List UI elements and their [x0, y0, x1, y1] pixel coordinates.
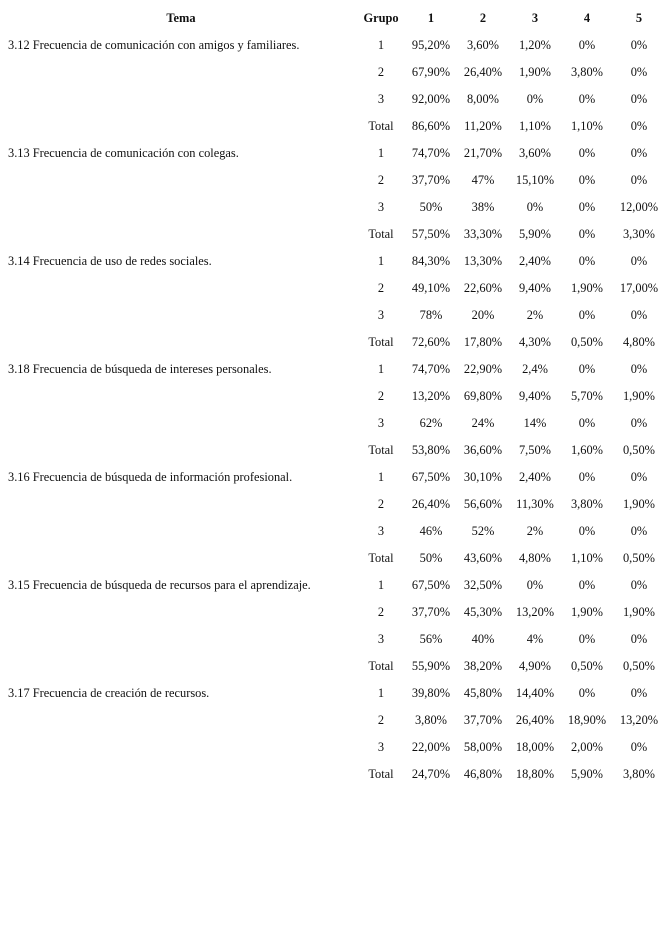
value-cell-3: 4,90%	[518, 659, 551, 673]
grupo-cell: 1	[377, 470, 385, 484]
value-cell-3: 18,00%	[515, 740, 555, 754]
value-cell-3: 26,40%	[515, 713, 555, 727]
table-row	[5, 32, 665, 59]
value-cell-4: 0%	[578, 416, 596, 430]
grupo-cell: Total	[368, 443, 394, 457]
table-row	[5, 572, 665, 599]
value-cell-2: 45,30%	[463, 605, 503, 619]
header-col-4: 4	[583, 11, 591, 25]
value-cell-3: 2%	[526, 308, 544, 322]
section-title: 3.16 Frecuencia de búsqueda de información profesional.	[8, 470, 293, 484]
value-cell-1: 46%	[419, 524, 443, 538]
value-cell-2: 8,00%	[466, 92, 499, 106]
grupo-cell: 1	[377, 686, 385, 700]
value-cell-1: 62%	[419, 416, 443, 430]
value-cell-5: 13,20%	[619, 713, 659, 727]
value-cell-3: 4,30%	[518, 335, 551, 349]
value-cell-3: 4%	[526, 632, 544, 646]
value-cell-4: 5,90%	[570, 767, 603, 781]
empty-tema-cell	[5, 329, 357, 356]
header-col-2: 2	[479, 11, 487, 25]
header-col-3: 3	[531, 11, 539, 25]
value-cell-1: 50%	[419, 551, 443, 565]
value-cell-1: 67,90%	[411, 65, 451, 79]
table-row	[5, 437, 665, 464]
table-row	[5, 707, 665, 734]
header-col-5: 5	[635, 11, 643, 25]
table-row	[5, 59, 665, 86]
table-row	[5, 329, 665, 356]
grupo-cell: Total	[368, 659, 394, 673]
table-row	[5, 275, 665, 302]
value-cell-3: 7,50%	[518, 443, 551, 457]
value-cell-3: 9,40%	[518, 281, 551, 295]
grupo-cell: 2	[377, 173, 385, 187]
value-cell-3: 2,4%	[522, 362, 548, 376]
value-cell-4: 0%	[578, 200, 596, 214]
value-cell-5: 1,90%	[622, 605, 655, 619]
grupo-cell: 3	[377, 200, 385, 214]
value-cell-2: 13,30%	[463, 254, 503, 268]
value-cell-4: 5,70%	[570, 389, 603, 403]
grupo-cell: 3	[377, 308, 385, 322]
header-row	[5, 5, 665, 32]
empty-tema-cell	[5, 545, 357, 572]
grupo-cell: 2	[377, 389, 385, 403]
value-cell-4: 1,90%	[570, 605, 603, 619]
grupo-cell: 3	[377, 92, 385, 106]
value-cell-3: 0%	[526, 200, 544, 214]
value-cell-5: 0%	[630, 578, 648, 592]
empty-tema-cell	[5, 59, 357, 86]
value-cell-1: 72,60%	[411, 335, 451, 349]
table-row	[5, 248, 665, 275]
value-cell-3: 5,90%	[518, 227, 551, 241]
value-cell-4: 0%	[578, 92, 596, 106]
empty-tema-cell	[5, 707, 357, 734]
section-title: 3.18 Frecuencia de búsqueda de intereses personales.	[8, 362, 272, 376]
value-cell-3: 1,90%	[518, 65, 551, 79]
value-cell-1: 74,70%	[411, 146, 451, 160]
grupo-cell: 1	[377, 362, 385, 376]
value-cell-5: 0%	[630, 470, 648, 484]
empty-tema-cell	[5, 275, 357, 302]
table-row	[5, 491, 665, 518]
grupo-cell: 3	[377, 524, 385, 538]
value-cell-5: 0%	[630, 38, 648, 52]
value-cell-1: 67,50%	[411, 578, 451, 592]
value-cell-4: 18,90%	[567, 713, 607, 727]
value-cell-3: 15,10%	[515, 173, 555, 187]
value-cell-3: 1,20%	[518, 38, 551, 52]
value-cell-2: 47%	[471, 173, 495, 187]
value-cell-2: 46,80%	[463, 767, 503, 781]
grupo-cell: 3	[377, 416, 385, 430]
value-cell-5: 0,50%	[622, 443, 655, 457]
value-cell-5: 0%	[630, 119, 648, 133]
value-cell-5: 12,00%	[619, 200, 659, 214]
value-cell-4: 0,50%	[570, 335, 603, 349]
value-cell-2: 22,90%	[463, 362, 503, 376]
value-cell-5: 0%	[630, 632, 648, 646]
value-cell-1: 86,60%	[411, 119, 451, 133]
value-cell-3: 2,40%	[518, 470, 551, 484]
value-cell-1: 22,00%	[411, 740, 451, 754]
table-row	[5, 545, 665, 572]
value-cell-5: 4,80%	[622, 335, 655, 349]
value-cell-2: 36,60%	[463, 443, 503, 457]
value-cell-3: 1,10%	[518, 119, 551, 133]
value-cell-4: 3,80%	[570, 497, 603, 511]
table-row	[5, 464, 665, 491]
value-cell-4: 0%	[578, 362, 596, 376]
value-cell-4: 0%	[578, 578, 596, 592]
value-cell-1: 13,20%	[411, 389, 451, 403]
grupo-cell: Total	[368, 227, 394, 241]
value-cell-1: 67,50%	[411, 470, 451, 484]
value-cell-1: 37,70%	[411, 173, 451, 187]
grupo-cell: 2	[377, 713, 385, 727]
value-cell-3: 14,40%	[515, 686, 555, 700]
value-cell-1: 78%	[419, 308, 443, 322]
grupo-cell: 2	[377, 281, 385, 295]
table-row	[5, 194, 665, 221]
empty-tema-cell	[5, 491, 357, 518]
table-row	[5, 302, 665, 329]
empty-tema-cell	[5, 437, 357, 464]
empty-tema-cell	[5, 599, 357, 626]
value-cell-2: 20%	[471, 308, 495, 322]
value-cell-1: 84,30%	[411, 254, 451, 268]
value-cell-4: 0%	[578, 146, 596, 160]
value-cell-4: 0%	[578, 173, 596, 187]
value-cell-5: 0%	[630, 686, 648, 700]
section-title: 3.12 Frecuencia de comunicación con amigos y familiares.	[8, 38, 300, 52]
table-row	[5, 734, 665, 761]
empty-tema-cell	[5, 194, 357, 221]
section-title: 3.14 Frecuencia de uso de redes sociales.	[8, 254, 212, 268]
value-cell-5: 1,90%	[622, 389, 655, 403]
empty-tema-cell	[5, 653, 357, 680]
value-cell-2: 33,30%	[463, 227, 503, 241]
value-cell-4: 1,10%	[570, 551, 603, 565]
value-cell-1: 49,10%	[411, 281, 451, 295]
value-cell-4: 1,10%	[570, 119, 603, 133]
value-cell-2: 37,70%	[463, 713, 503, 727]
table-row	[5, 86, 665, 113]
value-cell-3: 9,40%	[518, 389, 551, 403]
grupo-cell: 3	[377, 740, 385, 754]
value-cell-1: 57,50%	[411, 227, 451, 241]
grupo-cell: 2	[377, 497, 385, 511]
empty-tema-cell	[5, 221, 357, 248]
empty-tema-cell	[5, 113, 357, 140]
value-cell-1: 56%	[419, 632, 443, 646]
value-cell-5: 0%	[630, 524, 648, 538]
value-cell-5: 3,30%	[622, 227, 655, 241]
value-cell-4: 0%	[578, 254, 596, 268]
value-cell-5: 0%	[630, 416, 648, 430]
empty-tema-cell	[5, 734, 357, 761]
value-cell-1: 74,70%	[411, 362, 451, 376]
empty-tema-cell	[5, 518, 357, 545]
value-cell-5: 1,90%	[622, 497, 655, 511]
table-row	[5, 140, 665, 167]
value-cell-2: 58,00%	[463, 740, 503, 754]
value-cell-2: 56,60%	[463, 497, 503, 511]
empty-tema-cell	[5, 167, 357, 194]
value-cell-2: 40%	[471, 632, 495, 646]
value-cell-3: 4,80%	[518, 551, 551, 565]
empty-tema-cell	[5, 761, 357, 788]
value-cell-3: 11,30%	[516, 497, 554, 511]
value-cell-2: 30,10%	[463, 470, 503, 484]
grupo-cell: 1	[377, 38, 385, 52]
table-row	[5, 761, 665, 788]
frequency-table	[5, 5, 665, 788]
value-cell-1: 92,00%	[411, 92, 451, 106]
header-tema: Tema	[166, 11, 196, 25]
table-row	[5, 599, 665, 626]
value-cell-4: 0%	[578, 686, 596, 700]
value-cell-5: 0%	[630, 146, 648, 160]
empty-tema-cell	[5, 383, 357, 410]
value-cell-2: 24%	[471, 416, 495, 430]
value-cell-5: 0,50%	[622, 551, 655, 565]
value-cell-4: 0%	[578, 632, 596, 646]
value-cell-4: 0%	[578, 308, 596, 322]
value-cell-3: 14%	[523, 416, 547, 430]
value-cell-2: 43,60%	[463, 551, 503, 565]
value-cell-3: 0%	[526, 578, 544, 592]
table-row	[5, 518, 665, 545]
value-cell-1: 55,90%	[411, 659, 451, 673]
header-col-1: 1	[427, 11, 435, 25]
value-cell-5: 3,80%	[622, 767, 655, 781]
empty-tema-cell	[5, 626, 357, 653]
header-grupo: Grupo	[363, 11, 399, 25]
grupo-cell: 1	[377, 254, 385, 268]
value-cell-3: 13,20%	[515, 605, 555, 619]
value-cell-2: 21,70%	[463, 146, 503, 160]
value-cell-5: 0%	[630, 173, 648, 187]
value-cell-4: 2,00%	[570, 740, 603, 754]
grupo-cell: 3	[377, 632, 385, 646]
section-title: 3.17 Frecuencia de creación de recursos.	[8, 686, 210, 700]
table-row	[5, 680, 665, 707]
section-title: 3.15 Frecuencia de búsqueda de recursos para el aprendizaje.	[8, 578, 311, 592]
value-cell-1: 37,70%	[411, 605, 451, 619]
value-cell-5: 0%	[630, 740, 648, 754]
value-cell-5: 0,50%	[622, 659, 655, 673]
table-row	[5, 626, 665, 653]
value-cell-1: 39,80%	[411, 686, 451, 700]
value-cell-1: 50%	[419, 200, 443, 214]
table-row	[5, 221, 665, 248]
grupo-cell: Total	[368, 767, 394, 781]
value-cell-5: 0%	[630, 308, 648, 322]
value-cell-4: 0%	[578, 227, 596, 241]
value-cell-5: 0%	[630, 254, 648, 268]
value-cell-3: 18,80%	[515, 767, 555, 781]
table-body	[5, 32, 665, 788]
grupo-cell: Total	[368, 119, 394, 133]
value-cell-2: 26,40%	[463, 65, 503, 79]
empty-tema-cell	[5, 410, 357, 437]
value-cell-3: 2,40%	[518, 254, 551, 268]
value-cell-1: 53,80%	[411, 443, 451, 457]
value-cell-4: 1,90%	[570, 281, 603, 295]
grupo-cell: 1	[377, 146, 385, 160]
value-cell-2: 38,20%	[463, 659, 503, 673]
value-cell-4: 0,50%	[570, 659, 603, 673]
value-cell-2: 17,80%	[463, 335, 503, 349]
section-title: 3.13 Frecuencia de comunicación con colegas.	[8, 146, 239, 160]
value-cell-2: 45,80%	[463, 686, 503, 700]
value-cell-5: 17,00%	[619, 281, 659, 295]
value-cell-2: 69,80%	[463, 389, 503, 403]
value-cell-4: 0%	[578, 470, 596, 484]
table-row	[5, 167, 665, 194]
value-cell-4: 0%	[578, 38, 596, 52]
value-cell-1: 3,80%	[414, 713, 447, 727]
value-cell-2: 11,20%	[464, 119, 502, 133]
value-cell-4: 3,80%	[570, 65, 603, 79]
empty-tema-cell	[5, 302, 357, 329]
grupo-cell: Total	[368, 551, 394, 565]
empty-tema-cell	[5, 86, 357, 113]
grupo-cell: 2	[377, 65, 385, 79]
value-cell-1: 24,70%	[411, 767, 451, 781]
value-cell-4: 1,60%	[570, 443, 603, 457]
value-cell-3: 0%	[526, 92, 544, 106]
grupo-cell: Total	[368, 335, 394, 349]
value-cell-2: 38%	[471, 200, 495, 214]
table-row	[5, 410, 665, 437]
value-cell-5: 0%	[630, 65, 648, 79]
table-row	[5, 383, 665, 410]
value-cell-2: 22,60%	[463, 281, 503, 295]
value-cell-5: 0%	[630, 92, 648, 106]
value-cell-1: 95,20%	[411, 38, 451, 52]
value-cell-4: 0%	[578, 524, 596, 538]
value-cell-2: 52%	[471, 524, 495, 538]
value-cell-2: 32,50%	[463, 578, 503, 592]
value-cell-1: 26,40%	[411, 497, 451, 511]
value-cell-3: 2%	[526, 524, 544, 538]
value-cell-2: 3,60%	[466, 38, 499, 52]
grupo-cell: 2	[377, 605, 385, 619]
table-row	[5, 653, 665, 680]
value-cell-5: 0%	[630, 362, 648, 376]
value-cell-3: 3,60%	[518, 146, 551, 160]
table-row	[5, 356, 665, 383]
grupo-cell: 1	[377, 578, 385, 592]
table-row	[5, 113, 665, 140]
